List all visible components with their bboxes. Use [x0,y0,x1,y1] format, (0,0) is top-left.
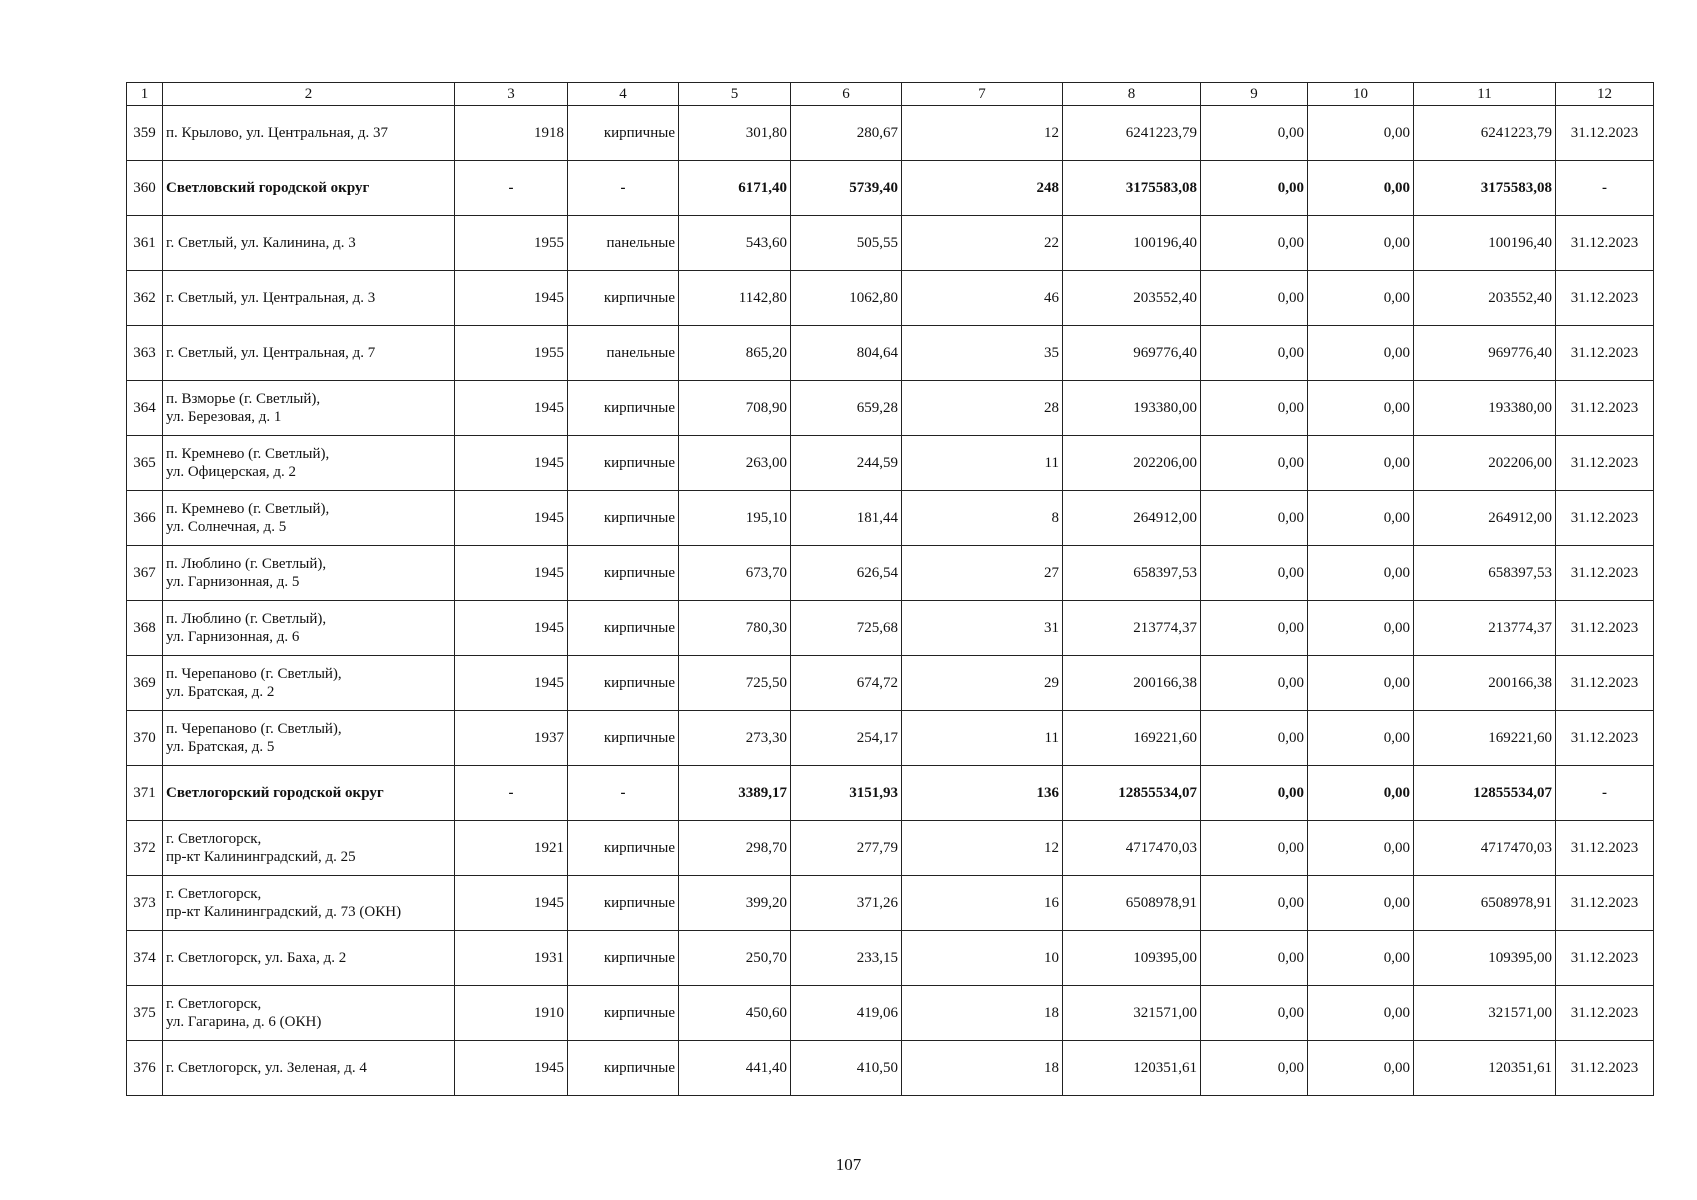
table-row [127,1041,1654,1096]
cell-wall-material: кирпичные [568,1041,679,1096]
cell-row-number: 363 [127,326,163,381]
cell-cost-owners: 213774,37 [1414,601,1556,656]
cell-total-area: 865,20 [679,326,791,381]
cell-total-area: 195,10 [679,491,791,546]
cell-cost-total: 264912,00 [1063,491,1201,546]
cell-cost-total: 6241223,79 [1063,106,1201,161]
cell-cost-total: 213774,37 [1063,601,1201,656]
cell-deadline: 31.12.2023 [1556,491,1654,546]
cell-year-built: 1918 [455,106,568,161]
column-header-12: 12 [1556,83,1654,106]
table-row [127,106,1654,161]
cell-year-built: 1945 [455,656,568,711]
cell-address: п. Взморье (г. Светлый), ул. Березовая, д. 1 [163,381,455,436]
cell-residents: 18 [902,986,1063,1041]
cell-address: г. Светлогорск, ул. Баха, д. 2 [163,931,455,986]
cell-cost-fund: 0,00 [1201,821,1308,876]
cell-cost-budget: 0,00 [1308,1041,1414,1096]
cell-wall-material: кирпичные [568,106,679,161]
cell-address: п. Кремнево (г. Светлый), ул. Офицерская, д. 2 [163,436,455,491]
cell-cost-budget: 0,00 [1308,711,1414,766]
cell-deadline: 31.12.2023 [1556,436,1654,491]
cell-cost-fund: 0,00 [1201,491,1308,546]
cell-row-number: 374 [127,931,163,986]
cell-cost-total: 169221,60 [1063,711,1201,766]
cell-cost-total: 120351,61 [1063,1041,1201,1096]
cell-deadline: - [1556,766,1654,821]
cell-cost-owners: 203552,40 [1414,271,1556,326]
cell-wall-material: кирпичные [568,711,679,766]
cell-address: п. Черепаново (г. Светлый), ул. Братская, д. 5 [163,711,455,766]
cell-year-built: 1945 [455,1041,568,1096]
table-row [127,381,1654,436]
cell-total-area: 301,80 [679,106,791,161]
table-row [127,436,1654,491]
cell-living-area: 371,26 [791,876,902,931]
cell-row-number: 366 [127,491,163,546]
cell-cost-fund: 0,00 [1201,106,1308,161]
cell-living-area: 505,55 [791,216,902,271]
cell-cost-owners: 120351,61 [1414,1041,1556,1096]
cell-residents: 248 [902,161,1063,216]
cell-cost-fund: 0,00 [1201,1041,1308,1096]
cell-cost-owners: 193380,00 [1414,381,1556,436]
table-row [127,326,1654,381]
cell-deadline: 31.12.2023 [1556,326,1654,381]
cell-cost-owners: 100196,40 [1414,216,1556,271]
cell-wall-material: кирпичные [568,876,679,931]
table-row [127,546,1654,601]
cell-residents: 18 [902,1041,1063,1096]
cell-year-built: 1955 [455,216,568,271]
cell-living-area: 674,72 [791,656,902,711]
cell-wall-material: кирпичные [568,821,679,876]
cell-year-built: 1945 [455,271,568,326]
cell-total-area: 273,30 [679,711,791,766]
cell-cost-owners: 321571,00 [1414,986,1556,1041]
cell-cost-fund: 0,00 [1201,931,1308,986]
table-row [127,821,1654,876]
cell-year-built: 1937 [455,711,568,766]
header-row [127,83,1654,106]
cell-cost-total: 203552,40 [1063,271,1201,326]
cell-address: п. Черепаново (г. Светлый), ул. Братская, д. 2 [163,656,455,711]
cell-cost-total: 200166,38 [1063,656,1201,711]
cell-wall-material: кирпичные [568,986,679,1041]
cell-cost-fund: 0,00 [1201,876,1308,931]
cell-cost-owners: 969776,40 [1414,326,1556,381]
cell-residents: 16 [902,876,1063,931]
cell-deadline: 31.12.2023 [1556,106,1654,161]
cell-cost-owners: 200166,38 [1414,656,1556,711]
cell-deadline: 31.12.2023 [1556,821,1654,876]
cell-row-number: 369 [127,656,163,711]
cell-address: г. Светлый, ул. Калинина, д. 3 [163,216,455,271]
column-header-5: 5 [679,83,791,106]
cell-cost-fund: 0,00 [1201,986,1308,1041]
cell-cost-owners: 6241223,79 [1414,106,1556,161]
cell-row-number: 370 [127,711,163,766]
cell-living-area: 804,64 [791,326,902,381]
cell-deadline: 31.12.2023 [1556,711,1654,766]
cell-address: Светлогорский городской округ [163,766,455,821]
cell-cost-total: 12855534,07 [1063,766,1201,821]
cell-address: г. Светлогорск, ул. Зеленая, д. 4 [163,1041,455,1096]
table-body [127,106,1654,1096]
cell-total-area: 725,50 [679,656,791,711]
cell-cost-total: 4717470,03 [1063,821,1201,876]
cell-wall-material: кирпичные [568,546,679,601]
column-header-11: 11 [1414,83,1556,106]
page-number: 107 [835,1155,862,1174]
table-row-subtotal [127,161,1654,216]
cell-cost-owners: 3175583,08 [1414,161,1556,216]
cell-address: п. Люблино (г. Светлый), ул. Гарнизонная, д. 6 [163,601,455,656]
column-header-2: 2 [163,83,455,106]
cell-living-area: 659,28 [791,381,902,436]
cell-cost-fund: 0,00 [1201,766,1308,821]
cell-year-built: 1945 [455,601,568,656]
cell-wall-material: кирпичные [568,931,679,986]
table-row [127,931,1654,986]
cell-living-area: 419,06 [791,986,902,1041]
cell-wall-material: панельные [568,216,679,271]
cell-deadline: 31.12.2023 [1556,601,1654,656]
cell-deadline: 31.12.2023 [1556,271,1654,326]
cell-total-area: 6171,40 [679,161,791,216]
cell-living-area: 280,67 [791,106,902,161]
cell-wall-material: кирпичные [568,601,679,656]
column-header-8: 8 [1063,83,1201,106]
cell-year-built: 1945 [455,546,568,601]
cell-wall-material: кирпичные [568,491,679,546]
cell-residents: 11 [902,436,1063,491]
table-row [127,656,1654,711]
cell-deadline: 31.12.2023 [1556,656,1654,711]
cell-living-area: 244,59 [791,436,902,491]
cell-cost-budget: 0,00 [1308,106,1414,161]
cell-cost-fund: 0,00 [1201,161,1308,216]
cell-deadline: 31.12.2023 [1556,986,1654,1041]
cell-wall-material: - [568,766,679,821]
cell-residents: 10 [902,931,1063,986]
column-header-3: 3 [455,83,568,106]
column-header-1: 1 [127,83,163,106]
cell-cost-total: 109395,00 [1063,931,1201,986]
column-header-7: 7 [902,83,1063,106]
table-row-subtotal [127,766,1654,821]
cell-wall-material: - [568,161,679,216]
cell-year-built: 1921 [455,821,568,876]
cell-cost-total: 969776,40 [1063,326,1201,381]
cell-cost-budget: 0,00 [1308,876,1414,931]
cell-living-area: 181,44 [791,491,902,546]
cell-address: г. Светлый, ул. Центральная, д. 7 [163,326,455,381]
cell-year-built: 1910 [455,986,568,1041]
cell-address: п. Люблино (г. Светлый), ул. Гарнизонная, д. 5 [163,546,455,601]
cell-residents: 29 [902,656,1063,711]
cell-cost-owners: 6508978,91 [1414,876,1556,931]
cell-year-built: 1945 [455,436,568,491]
table-row [127,271,1654,326]
cell-cost-owners: 658397,53 [1414,546,1556,601]
cell-cost-total: 6508978,91 [1063,876,1201,931]
cell-row-number: 372 [127,821,163,876]
cell-year-built: 1931 [455,931,568,986]
cell-cost-budget: 0,00 [1308,271,1414,326]
cell-total-area: 543,60 [679,216,791,271]
cell-cost-owners: 264912,00 [1414,491,1556,546]
cell-cost-total: 3175583,08 [1063,161,1201,216]
cell-living-area: 5739,40 [791,161,902,216]
cell-residents: 12 [902,821,1063,876]
cell-row-number: 367 [127,546,163,601]
cell-row-number: 365 [127,436,163,491]
cell-cost-budget: 0,00 [1308,986,1414,1041]
cell-deadline: 31.12.2023 [1556,931,1654,986]
column-header-4: 4 [568,83,679,106]
cell-cost-budget: 0,00 [1308,326,1414,381]
cell-total-area: 1142,80 [679,271,791,326]
cell-cost-owners: 4717470,03 [1414,821,1556,876]
cell-year-built: 1945 [455,876,568,931]
cell-cost-budget: 0,00 [1308,601,1414,656]
cell-cost-owners: 109395,00 [1414,931,1556,986]
cell-cost-fund: 0,00 [1201,546,1308,601]
cell-row-number: 373 [127,876,163,931]
cell-deadline: - [1556,161,1654,216]
table-row [127,491,1654,546]
cell-cost-total: 193380,00 [1063,381,1201,436]
column-header-10: 10 [1308,83,1414,106]
cell-cost-budget: 0,00 [1308,436,1414,491]
cell-total-area: 708,90 [679,381,791,436]
cell-cost-fund: 0,00 [1201,326,1308,381]
cell-cost-budget: 0,00 [1308,216,1414,271]
cell-residents: 136 [902,766,1063,821]
cell-address: г. Светлый, ул. Центральная, д. 3 [163,271,455,326]
table-row [127,601,1654,656]
table-row [127,216,1654,271]
cell-cost-budget: 0,00 [1308,381,1414,436]
cell-cost-budget: 0,00 [1308,821,1414,876]
cell-row-number: 375 [127,986,163,1041]
cell-wall-material: кирпичные [568,381,679,436]
cell-cost-owners: 12855534,07 [1414,766,1556,821]
cell-row-number: 361 [127,216,163,271]
cell-deadline: 31.12.2023 [1556,1041,1654,1096]
cell-deadline: 31.12.2023 [1556,876,1654,931]
cell-cost-owners: 169221,60 [1414,711,1556,766]
column-header-6: 6 [791,83,902,106]
cell-cost-budget: 0,00 [1308,931,1414,986]
cell-residents: 46 [902,271,1063,326]
cell-row-number: 364 [127,381,163,436]
cell-address: п. Крылово, ул. Центральная, д. 37 [163,106,455,161]
column-header-9: 9 [1201,83,1308,106]
cell-cost-budget: 0,00 [1308,546,1414,601]
cell-address: г. Светлогорск, пр-кт Калининградский, д. 73 (ОКН) [163,876,455,931]
cell-wall-material: кирпичные [568,271,679,326]
cell-residents: 22 [902,216,1063,271]
cell-total-area: 250,70 [679,931,791,986]
cell-cost-total: 100196,40 [1063,216,1201,271]
cell-total-area: 263,00 [679,436,791,491]
cell-cost-fund: 0,00 [1201,216,1308,271]
cell-total-area: 298,70 [679,821,791,876]
cell-residents: 35 [902,326,1063,381]
cell-deadline: 31.12.2023 [1556,381,1654,436]
cell-year-built: 1955 [455,326,568,381]
cell-year-built: 1945 [455,491,568,546]
cell-living-area: 277,79 [791,821,902,876]
cell-cost-budget: 0,00 [1308,161,1414,216]
cell-cost-fund: 0,00 [1201,656,1308,711]
cell-deadline: 31.12.2023 [1556,216,1654,271]
cell-wall-material: кирпичные [568,436,679,491]
cell-year-built: - [455,161,568,216]
cell-row-number: 371 [127,766,163,821]
cell-cost-fund: 0,00 [1201,711,1308,766]
housing-table [126,82,1654,1096]
cell-living-area: 410,50 [791,1041,902,1096]
cell-wall-material: панельные [568,326,679,381]
cell-residents: 12 [902,106,1063,161]
cell-living-area: 626,54 [791,546,902,601]
cell-total-area: 780,30 [679,601,791,656]
cell-total-area: 3389,17 [679,766,791,821]
table-row [127,711,1654,766]
cell-living-area: 233,15 [791,931,902,986]
cell-residents: 28 [902,381,1063,436]
cell-address: г. Светлогорск, ул. Гагарина, д. 6 (ОКН) [163,986,455,1041]
cell-address: Светловский городской округ [163,161,455,216]
cell-residents: 27 [902,546,1063,601]
cell-wall-material: кирпичные [568,656,679,711]
cell-cost-fund: 0,00 [1201,271,1308,326]
cell-total-area: 441,40 [679,1041,791,1096]
cell-total-area: 450,60 [679,986,791,1041]
cell-year-built: - [455,766,568,821]
cell-living-area: 3151,93 [791,766,902,821]
cell-residents: 8 [902,491,1063,546]
cell-row-number: 360 [127,161,163,216]
cell-address: п. Кремнево (г. Светлый), ул. Солнечная, д. 5 [163,491,455,546]
cell-total-area: 673,70 [679,546,791,601]
cell-total-area: 399,20 [679,876,791,931]
table-row [127,986,1654,1041]
cell-row-number: 359 [127,106,163,161]
cell-cost-fund: 0,00 [1201,601,1308,656]
cell-living-area: 254,17 [791,711,902,766]
cell-address: г. Светлогорск, пр-кт Калининградский, д. 25 [163,821,455,876]
cell-cost-budget: 0,00 [1308,766,1414,821]
cell-cost-fund: 0,00 [1201,436,1308,491]
cell-row-number: 368 [127,601,163,656]
cell-living-area: 1062,80 [791,271,902,326]
cell-cost-total: 658397,53 [1063,546,1201,601]
cell-cost-total: 202206,00 [1063,436,1201,491]
cell-residents: 31 [902,601,1063,656]
cell-residents: 11 [902,711,1063,766]
cell-row-number: 362 [127,271,163,326]
cell-cost-budget: 0,00 [1308,491,1414,546]
cell-cost-fund: 0,00 [1201,381,1308,436]
cell-row-number: 376 [127,1041,163,1096]
cell-cost-budget: 0,00 [1308,656,1414,711]
cell-living-area: 725,68 [791,601,902,656]
cell-cost-owners: 202206,00 [1414,436,1556,491]
cell-cost-total: 321571,00 [1063,986,1201,1041]
cell-deadline: 31.12.2023 [1556,546,1654,601]
cell-year-built: 1945 [455,381,568,436]
table-row [127,876,1654,931]
